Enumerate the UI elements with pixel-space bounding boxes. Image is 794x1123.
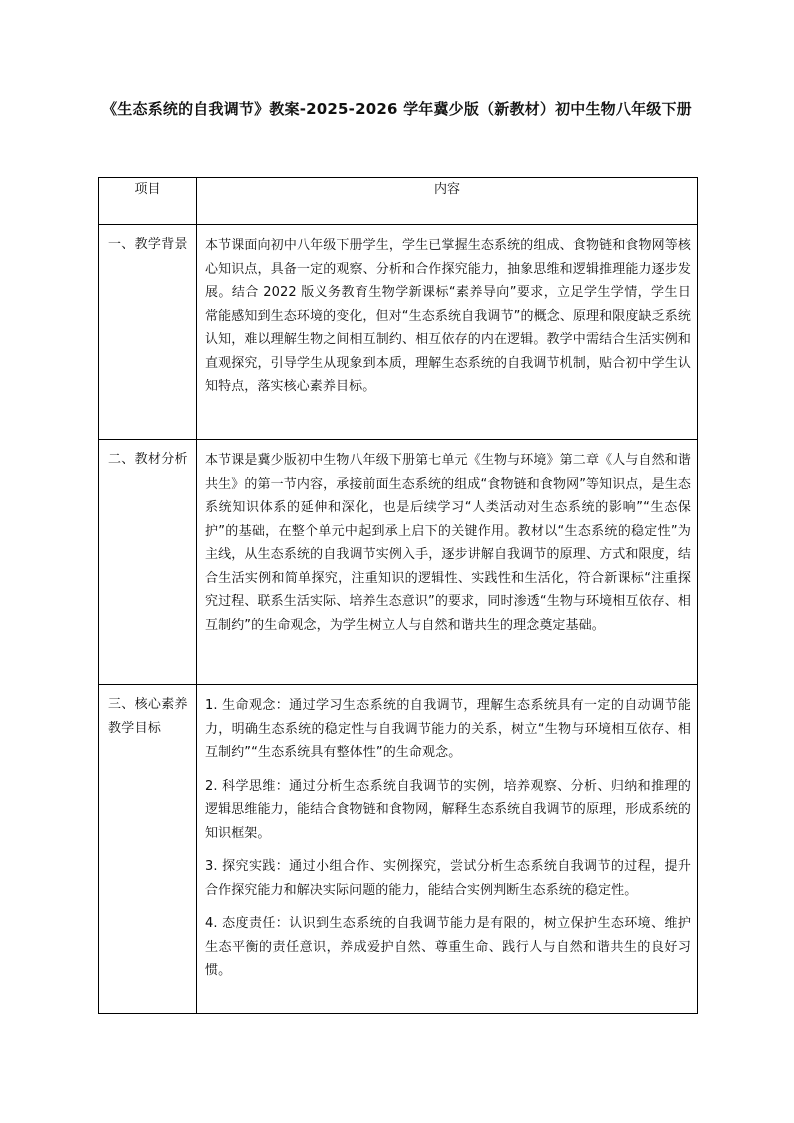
table-row (99, 440, 698, 685)
row-label-background: 一、教学背景 (99, 225, 197, 440)
goal-inquiry-practice: 3. 探究实践：通过小组合作、实例探究，尝试分析生态系统自我调节的过程，提升合作探究能力和解决实际问题的能力，能结合实例判断生态系统的稳定性。 (205, 859, 691, 898)
row-label-core-goals: 三、核心素养教学目标 (99, 685, 197, 1014)
goal-attitude-responsibility: 4. 态度责任：认识到生态系统的自我调节能力是有限的，树立保护生态环境、维护生态平衡的责任意识，养成爱护自然、尊重生命、践行人与自然和谐共生的良好习惯。 (205, 916, 691, 978)
goal-scientific-thinking: 2. 科学思维：通过分析生态系统自我调节的实例，培养观察、分析、归纳和推理的逻辑思维能力，能结合食物链和食物网，解释生态系统自我调节的原理，形成系统的知识框架。 (205, 778, 691, 841)
row-content-core-goals (197, 685, 698, 1014)
document-title: 《生态系统的自我调节》教案-2025-2026 学年冀少版（新教材）初中生物八年级下册 (102, 100, 692, 118)
lesson-plan-table (98, 177, 698, 1014)
header-content: 内容 (197, 178, 698, 225)
header-item: 项目 (99, 178, 197, 225)
table-row (99, 225, 698, 440)
goal-life-concept: 1. 生命观念：通过学习生态系统的自我调节，理解生态系统具有一定的自动调节能力，明确生态系统的稳定性与自我调节能力的关系，树立“生物与环境相互依存、相互制约”“生态系统具有整体性”的生命观念。 (205, 698, 691, 760)
row-content-textbook-analysis: 本节课是冀少版初中生物八年级下册第七单元《生物与环境》第二章《人与自然和谐共生》的第一节内容，承接前面生态系统的组成“食物链和食物网”等知识点，是生态系统知识体系的延伸和深化，也是后续学习“人类活动对生态系统的影响”“生态保护”的基础，在整个单元中起到承上启下的关键作用。教材以“生态系统的稳定性”为主线，从生态系统的自我调节实例入手，逐步讲解自我调节的原理、方式和限度，结合生活实例和简单探究，注重知识的逻辑性、实践性和生活化，符合新课标“注重探究过程、联系生活实际、培养生态意识”的要求，同时渗透“生物与环境相互依存、相互制约”的生命观念，为学生树立人与自然和谐共生的理念奠定基础。 (197, 440, 698, 685)
row-label-textbook-analysis: 二、教材分析 (99, 440, 197, 685)
row-content-background: 本节课面向初中八年级下册学生，学生已掌握生态系统的组成、食物链和食物网等核心知识点，具备一定的观察、分析和合作探究能力，抽象思维和逻辑推理能力逐步发展。结合 2022 版义务教育生物学新课标“素养导向”要求，立足学生学情，学生日常能感知到生态环境的变化，但对“生态系统自我调节”的概念、原理和限度缺乏系统认知，难以理解生物之间相互制约、相互依存的内在逻辑。教学中需结合生活实例和直观探究，引导学生从现象到本质，理解生态系统的自我调节机制，贴合初中学生认知特点，落实核心素养目标。 (197, 225, 698, 440)
table-row (99, 685, 698, 1014)
table-header-row (99, 178, 698, 225)
